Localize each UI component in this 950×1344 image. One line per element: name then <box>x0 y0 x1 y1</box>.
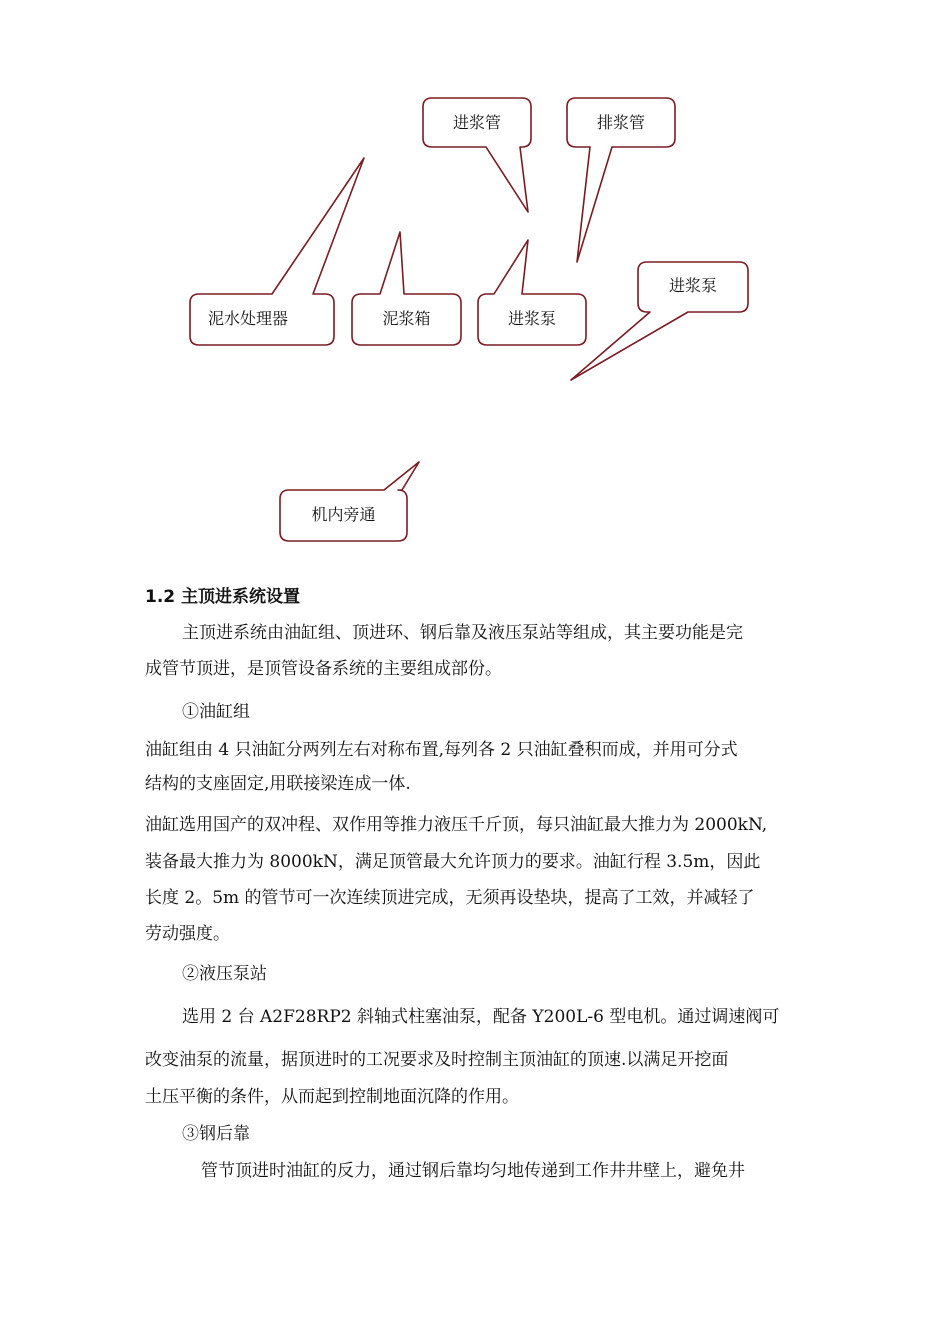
sub1-line-6: 劳动强度。 <box>145 924 230 944</box>
sub2-line-3: 土压平衡的条件，从而起到控制地面沉降的作用。 <box>145 1087 519 1107</box>
sub1-line-2: 结构的支座固定,用联接梁连成一体. <box>145 774 411 794</box>
callout-label-jinjiangbeng1: 进浆泵 <box>507 309 556 328</box>
sub2-title: ②液压泵站 <box>182 964 267 984</box>
sub1-line-4: 装备最大推力为 8000kN，满足顶管最大允许顶力的要求。油缸行程 3.5m，因此 <box>145 852 761 872</box>
callout-label-jineipangtong: 机内旁通 <box>311 505 376 524</box>
sub3-line-1: 管节顶进时油缸的反力，通过钢后靠均匀地传递到工作井井壁上，避免井 <box>201 1161 745 1181</box>
sub1-line-3: 油缸选用国产的双冲程、双作用等推力液压千斤顶，每只油缸最大推力为 2000kN, <box>145 815 768 835</box>
callout-label-jinjiangbeng2: 进浆泵 <box>668 276 717 295</box>
callout-jinjiangbeng1 <box>478 240 586 345</box>
sub1-line-5: 长度 2。5m 的管节可一次连续顶进完成，无须再设垫块，提高了工效，并减轻了 <box>145 888 755 908</box>
callout-label-nijiangxiang: 泥浆箱 <box>382 309 431 328</box>
callout-label-paijiangguan: 排浆管 <box>596 113 645 132</box>
sub2-line-1: 选用 2 台 A2F28RP2 斜轴式柱塞油泵，配备 Y200L-6 型电机。通过调速阀可 <box>182 1007 780 1027</box>
callout-label-jinjiangguan: 进浆管 <box>452 113 501 132</box>
callout-label-nishui: 泥水处理器 <box>207 309 288 328</box>
intro-line-2: 成管节顶进，是顶管设备系统的主要组成部份。 <box>145 659 502 679</box>
slurry-system-diagram <box>0 0 950 560</box>
sub1-title: ①油缸组 <box>182 702 250 722</box>
intro-line-1: 主顶进系统由油缸组、顶进环、钢后靠及液压泵站等组成，其主要功能是完 <box>182 623 743 643</box>
sub2-line-2: 改变油泵的流量，据顶进时的工况要求及时控制主顶油缸的顶速.以满足开挖面 <box>145 1050 729 1070</box>
callout-jineipangtong <box>280 462 419 541</box>
sub1-line-1: 油缸组由 4 只油缸分两列左右对称布置,每列各 2 只油缸叠积而成，并用可分式 <box>145 740 738 760</box>
sub3-title: ③钢后靠 <box>182 1124 250 1144</box>
section-heading: 1.2 主顶进系统设置 <box>145 587 301 607</box>
